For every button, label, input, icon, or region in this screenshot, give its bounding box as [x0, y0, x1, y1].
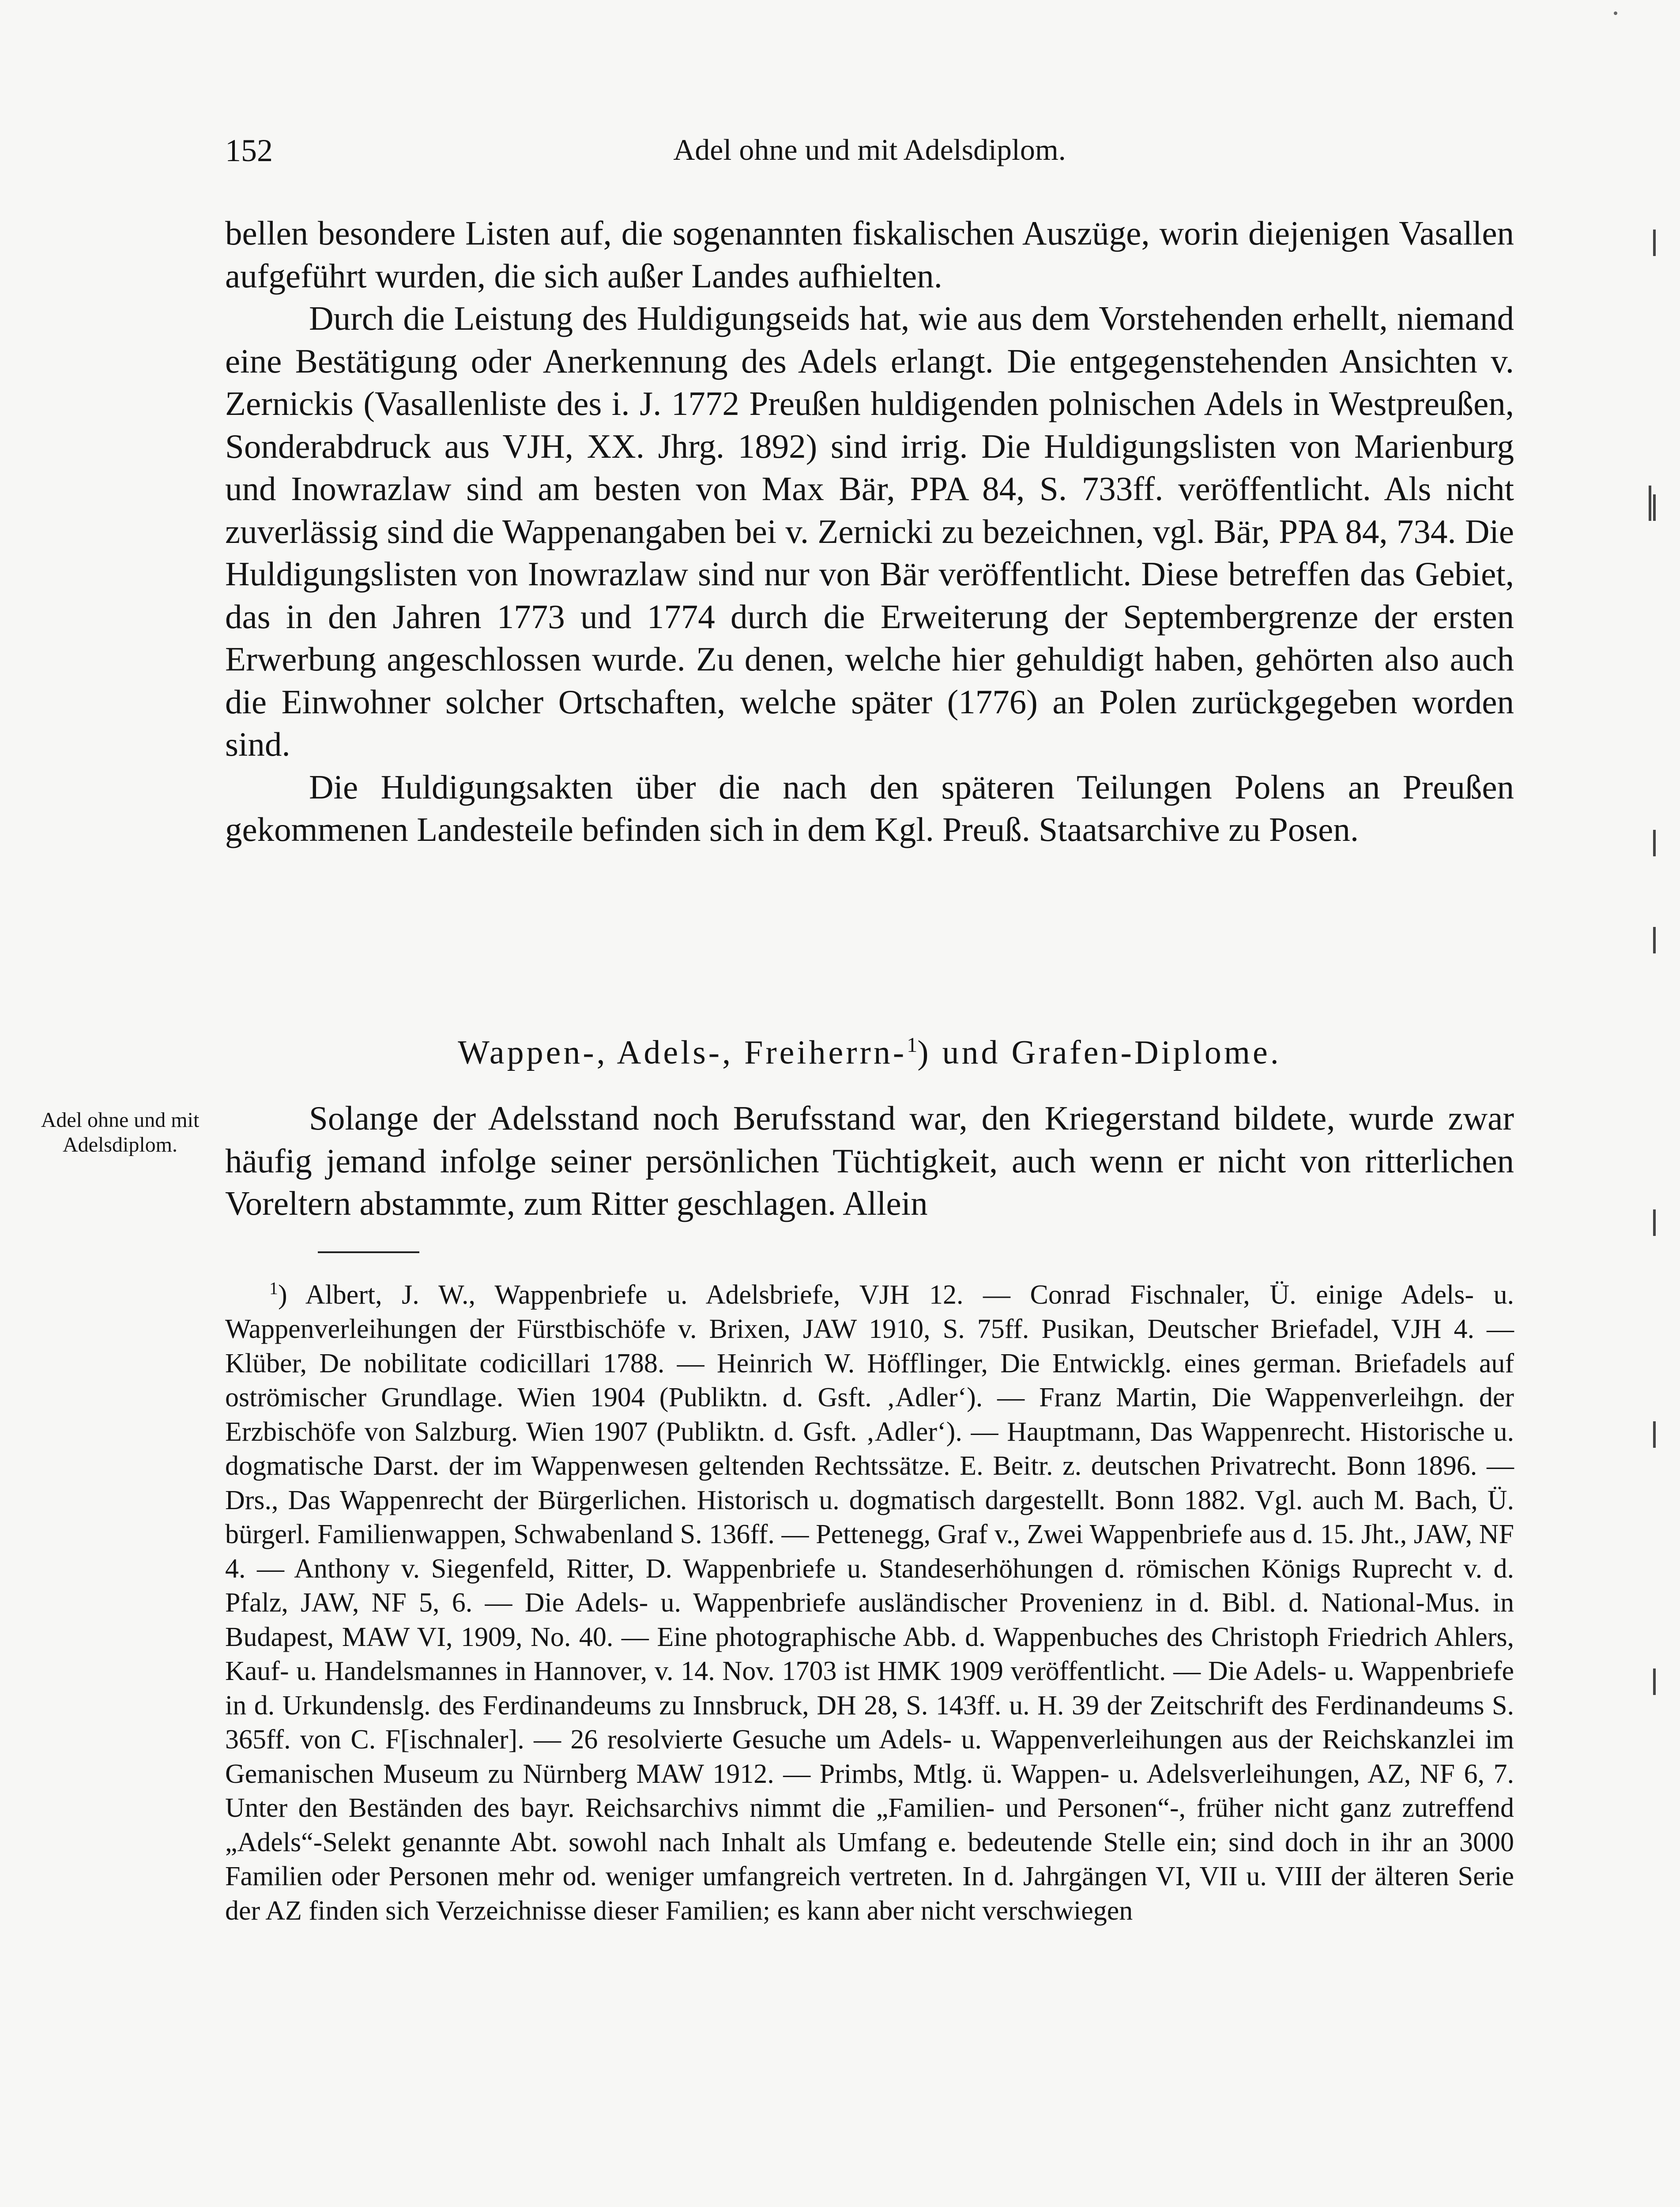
paragraph: bellen besondere Listen auf, die sogenannten fiskalischen Auszüge, worin diejenigen Vasallen aufgeführt wurden, die sich außer Landes aufhielten.	[225, 214, 1514, 295]
paragraph: Durch die Leistung des Huldigungseids hat, wie aus dem Vorstehenden erhellt, niemand eine Bestätigung oder Anerkennung des Adels erlangt. Die entgegenstehenden Ansichten v. Zernickis (Vasallenliste des i. J. 1772 Preußen huldigenden polnischen Adels in Westpreußen, Sonderabdruck aus VJH, XX. Jhrg. 1892) sind irrig. Die Huldigungslisten von Marienburg und Inowrazlaw sind am besten von Max Bär, PPA 84, S. 733ff. veröffentlicht. Als nicht zuverlässig sind die Wappenangaben bei v. Zernicki zu bezeichnen, vgl. Bär, PPA 84, 734. Die Huldigungslisten von Inowrazlaw sind nur von Bär veröffentlicht. Diese betreffen das Gebiet, das in den Jahren 1773 und 1774 durch die Erweiterung der Septembergrenze der ersten Erwerbung angeschlossen wurde. Zu denen, welche hier gehuldigt haben, gehörten also auch die Einwohner solcher Ortschaften, welche später (1776) an Polen zurückgegeben worden sind.	[225, 299, 1514, 763]
footnote-divider	[318, 1251, 419, 1253]
footnote-reference: 1	[907, 1033, 918, 1057]
footnote-text: ) Albert, J. W., Wappenbriefe u. Adelsbriefe, VJH 12. — Conrad Fischnaler, Ü. einige Adels- u. Wappenverleihungen der Fürstbischöfe v. Brixen, JAW 1910, S. 75ff. Pusikan, Deutscher Briefadel, VJH 4. — Klüber, De nobilitate codicillari 1788. — Heinrich W. Höfflinger, Die Entwicklg. eines german. Briefadels auf oströmischer Grundlage. Wien 1904 (Publiktn. d. Gsft. ‚Adler‘). — Franz Martin, Die Wappenverleihgn. der Erzbischöfe von Salzburg. Wien 1907 (Publiktn. d. Gsft. ‚Adler‘). — Hauptmann, Das Wappenrecht. Historische u. dogmatische Darst. der im Wappenwesen geltenden Rechtssätze. E. Beitr. z. deutschen Privatrecht. Bonn 1896. — Drs., Das Wappenrecht der Bürgerlichen. Historisch u. dogmatisch dargestellt. Bonn 1882. Vgl. auch M. Bach, Ü. bürgerl. Familienwappen, Schwabenland S. 136ff. — Pettenegg, Graf v., Zwei Wappenbriefe aus d. 15. Jht., JAW, NF 4. — Anthony v. Siegenfeld, Ritter, D. Wappenbriefe u. Standeserhöhungen d. römischen Königs Ruprecht v. d. Pfalz, JAW, NF 5, 6. — Die Adels- u. Wappenbriefe ausländischer Provenienz in d. Bibl. d. National-Mus. in Budapest, MAW VI, 1909, No. 40. — Eine photographische Abb. d. Wappenbuches des Christoph Friedrich Ahlers, Kauf- u. Handelsmannes in Hannover, v. 14. Nov. 1703 ist HMK 1909 veröffentlicht. — Die Adels- u. Wappenbriefe in d. Urkundenslg. des Ferdinandeums zu Innsbruck, DH 28, S. 143ff. u. H. 39 der Zeitschrift des Ferdinandeums S. 365ff. von C. F[ischnaler]. — 26 resolvierte Gesuche um Adels- u. Wappenverleihungen aus der Reichskanzlei im Gemanischen Museum zu Nürnberg MAW 1912. — Primbs, Mtlg. ü. Wappen- u. Adelsverleihungen, AZ, NF 6, 7. Unter den Beständen des bayr. Reichsarchivs nimmt die „Familien- und Personen“-, früher nicht ganz zutreffend „Adels“-Selekt genannte Abt. sowohl nach Inhalt als Umfang e. bedeutende Stelle ein; sind doch in ihr an 3000 Familien oder Personen mehr od. weniger umfangreich vertreten. In d. Jahrgängen VI, VII u. VIII der älteren Serie der AZ finden sich Verzeichnisse dieser Familien; es kann aber nicht verschwiegen	[225, 1280, 1514, 1926]
section-heading	[225, 1033, 1514, 1072]
edge-mark	[1653, 927, 1656, 953]
footnote	[225, 1271, 1514, 1928]
section-heading-text: Wappen-, Adels-, Freiherrn-	[458, 1034, 907, 1071]
running-title: Adel ohne und mit Adelsdiplom.	[673, 133, 1066, 166]
edge-mark	[1653, 1421, 1656, 1448]
body-text	[225, 212, 1514, 851]
page-number: 152	[225, 133, 273, 168]
section-heading-text-end: ) und Grafen-Diplome.	[917, 1034, 1281, 1071]
edge-mark	[1653, 1209, 1656, 1236]
paragraph: Die Huldigungsakten über die nach den späteren Teilungen Polens an Preußen gekommenen Landesteile befinden sich in dem Kgl. Preuß. Staatsarchive zu Posen.	[225, 768, 1514, 848]
margin-note: Adel ohne und mit Adelsdiplom.	[41, 1108, 200, 1156]
edge-mark	[1653, 494, 1656, 521]
edge-mark	[1653, 1668, 1656, 1695]
edge-mark	[1653, 230, 1656, 256]
footnote-mark: 1	[269, 1278, 278, 1298]
page-header	[225, 132, 1514, 181]
page-edge-marks	[1653, 212, 1662, 1757]
edge-mark	[1649, 486, 1651, 521]
paragraph: Solange der Adelsstand noch Berufsstand war, den Kriegerstand bildete, wurde zwar häufig jemand infolge seiner persönlichen Tüchtigkeit, auch wenn er nicht von ritterlichen Voreltern abstammte, zum Ritter geschlagen. Allein	[225, 1099, 1514, 1222]
edge-mark	[1653, 830, 1656, 856]
section-text	[225, 1097, 1514, 1225]
